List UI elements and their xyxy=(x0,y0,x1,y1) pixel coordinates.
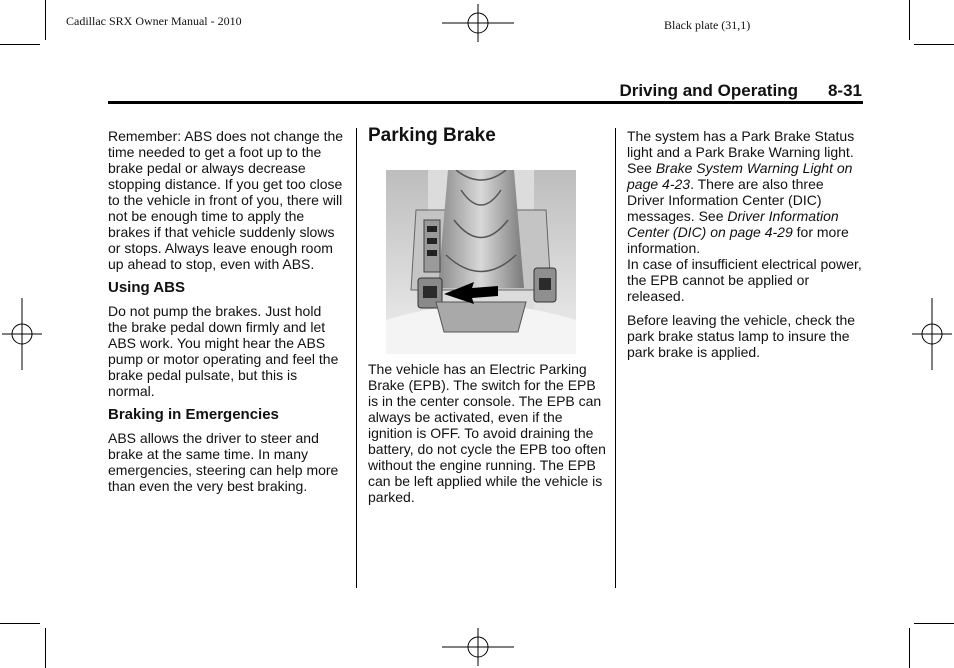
section-header xyxy=(108,81,862,101)
plate-label: Black plate (31,1) xyxy=(664,18,751,32)
crop-mark xyxy=(909,628,910,668)
crop-mark xyxy=(45,628,46,668)
registration-mark-icon xyxy=(2,298,42,370)
crop-mark xyxy=(909,0,910,40)
crop-mark xyxy=(0,44,40,45)
middle-column xyxy=(368,125,606,165)
column-divider xyxy=(615,128,616,588)
crop-mark xyxy=(45,0,46,40)
emergencies-paragraph: ABS allows the driver to steer and brake at the same time. In many emergencies, steering can help more than even the very best braking. xyxy=(108,430,339,494)
column-divider xyxy=(356,128,357,588)
abs-reminder-paragraph: Remember: ABS does not change the time needed to get a foot up to the brake pedal or always decrease stopping distance. If you get too close to the vehicle in front of you, there will not be enough time to apply the brakes if that vehicle suddenly slows or stops. Always leave enough room up ahead to stop, even with ABS. xyxy=(108,128,344,272)
center-console-epb-switch-icon xyxy=(386,170,576,354)
crop-mark xyxy=(914,44,954,45)
epb-description-paragraph: The vehicle has an Electric Parking Brake (EPB). The switch for the EPB is in the center console. The EPB can always be activated, even if the ignition is OFF. To avoid draining the battery, do not cycle the EPB too often without the engine running. The EPB can be left applied while the vehicle is parked. xyxy=(368,361,606,505)
using-abs-heading: Using ABS xyxy=(108,279,185,296)
using-abs-paragraph: Do not pump the brakes. Just hold the brake pedal down firmly and let ABS work. You might hear the ABS pump or motor operating and feel the brake pedal pulsate, but this is normal. xyxy=(108,303,339,399)
left-column xyxy=(108,128,344,502)
before-leaving-paragraph: Before leaving the vehicle, check the park brake status lamp to insure the park brake is applied. xyxy=(627,312,856,360)
crop-mark xyxy=(0,623,40,624)
header-rule xyxy=(108,101,863,104)
registration-mark-icon xyxy=(442,628,514,666)
middle-column-text xyxy=(368,361,606,513)
emergencies-heading: Braking in Emergencies xyxy=(108,406,279,423)
manual-title: Cadillac SRX Owner Manual - 2010 xyxy=(66,14,242,28)
registration-mark-icon xyxy=(442,4,514,42)
dic-reference: Driver Information Center (DIC) on page 4-29 xyxy=(627,208,839,240)
page-number: 8-31 xyxy=(827,81,862,100)
crop-mark xyxy=(914,623,954,624)
registration-mark-icon xyxy=(912,298,952,370)
center-console-figure xyxy=(386,170,576,354)
right-column xyxy=(627,128,863,368)
brake-warning-light-reference: Brake System Warning Light on page 4-23 xyxy=(627,160,853,192)
insufficient-power-paragraph: In case of insufficient electrical power, the EPB cannot be applied or released. xyxy=(627,256,862,304)
park-brake-status-paragraph: The system has a Park Brake Status light and a Park Brake Warning light. See Brake System Warning Light on page 4-23. There are also three Driver Information Center (DIC) messages. See Driver Information Center (DIC) on page 4-29 for more information. xyxy=(627,128,855,256)
section-title: Driving and Operating xyxy=(619,81,798,100)
parking-brake-heading: Parking Brake xyxy=(368,125,496,146)
